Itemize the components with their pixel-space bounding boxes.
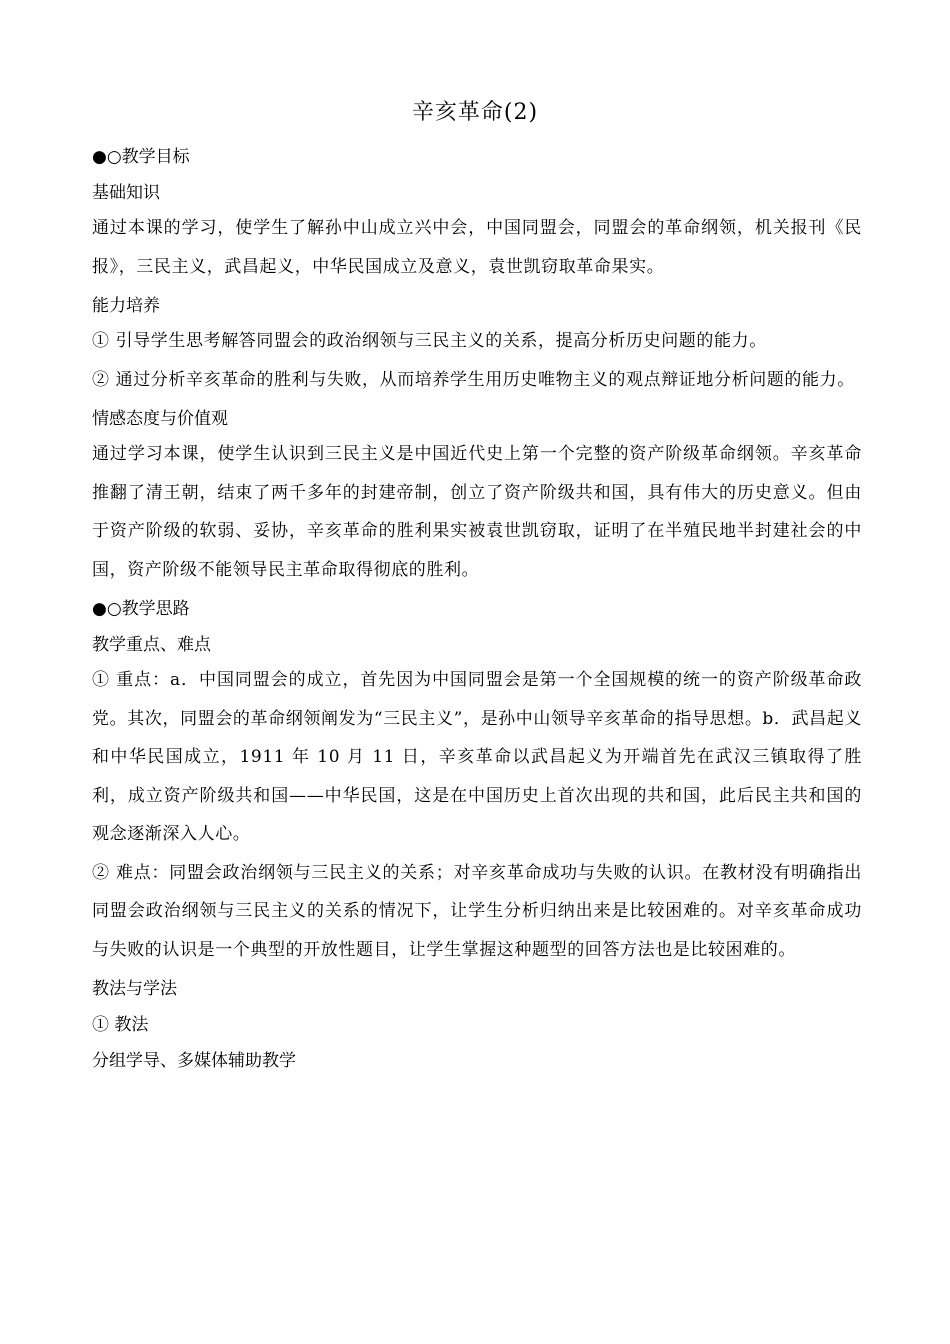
paragraph-difficulties: ② 难点：同盟会政治纲领与三民主义的关系；对辛亥革命成功与失败的认识。在教材没有明确指出同盟会政治纲领与三民主义的关系的情况下，让学生分析归纳出来是比较困难的。对辛亥革命成功与失败的认识是一个典型的开放性题目，让学生掌握这种题型的回答方法也是比较困难的。 [92,862,862,960]
subheading-methods: 教法与学法 [92,979,177,999]
paragraph-ability-item-2: ② 通过分析辛亥革命的胜利与失败，从而培养学生用历史唯物主义的观点辩证地分析问题的能力。 [92,369,855,390]
subheading-ability: 能力培养 [92,296,160,316]
paragraph-teaching-method: 分组学导、多媒体辅助教学 [92,1051,296,1071]
document-title: 辛亥革命(2) [411,100,539,125]
section-heading-objectives: ●○教学目标 [92,147,190,167]
document-body [92,137,862,1077]
subheading-teaching-method: ① 教法 [92,1015,149,1035]
paragraph-keypoints: ① 重点：a．中国同盟会的成立，首先因为中国同盟会是第一个全国规模的统一的资产阶级革命政党。其次，同盟会的革命纲领阐发为“三民主义”，是孙中山领导辛亥革命的指导思想。b．武昌起义和中华民国成立，1911 年 10 月 11 日，辛亥革命以武昌起义为开端首先在武汉三镇取得了胜利，成立资产阶级共和国——中华民国，这是在中国历史上首次出现的共和国，此后民主共和国的观念逐渐深入人心。 [92,670,862,844]
paragraph-emotion: 通过学习本课，使学生认识到三民主义是中国近代史上第一个完整的资产阶级革命纲领。辛亥革命推翻了清王朝，结束了两千多年的封建帝制，创立了资产阶级共和国，具有伟大的历史意义。但由于资产阶级的软弱、妥协，辛亥革命的胜利果实被袁世凯窃取，证明了在半殖民地半封建社会的中国，资产阶级不能领导民主革命取得彻底的胜利。 [92,444,862,580]
paragraph-ability-item-1: ① 引导学生思考解答同盟会的政治纲领与三民主义的关系，提高分析历史问题的能力。 [92,331,767,351]
paragraph-basic-knowledge: 通过本课的学习，使学生了解孙中山成立兴中会，中国同盟会，同盟会的革命纲领，机关报刊《民报》，三民主义，武昌起义，中华民国成立及意义，袁世凯窃取革命果实。 [92,218,862,277]
subheading-keypoints: 教学重点、难点 [92,635,211,655]
subheading-emotion: 情感态度与价值观 [92,409,228,429]
section-heading-approach: ●○教学思路 [92,599,190,619]
subheading-basic-knowledge: 基础知识 [92,183,160,203]
